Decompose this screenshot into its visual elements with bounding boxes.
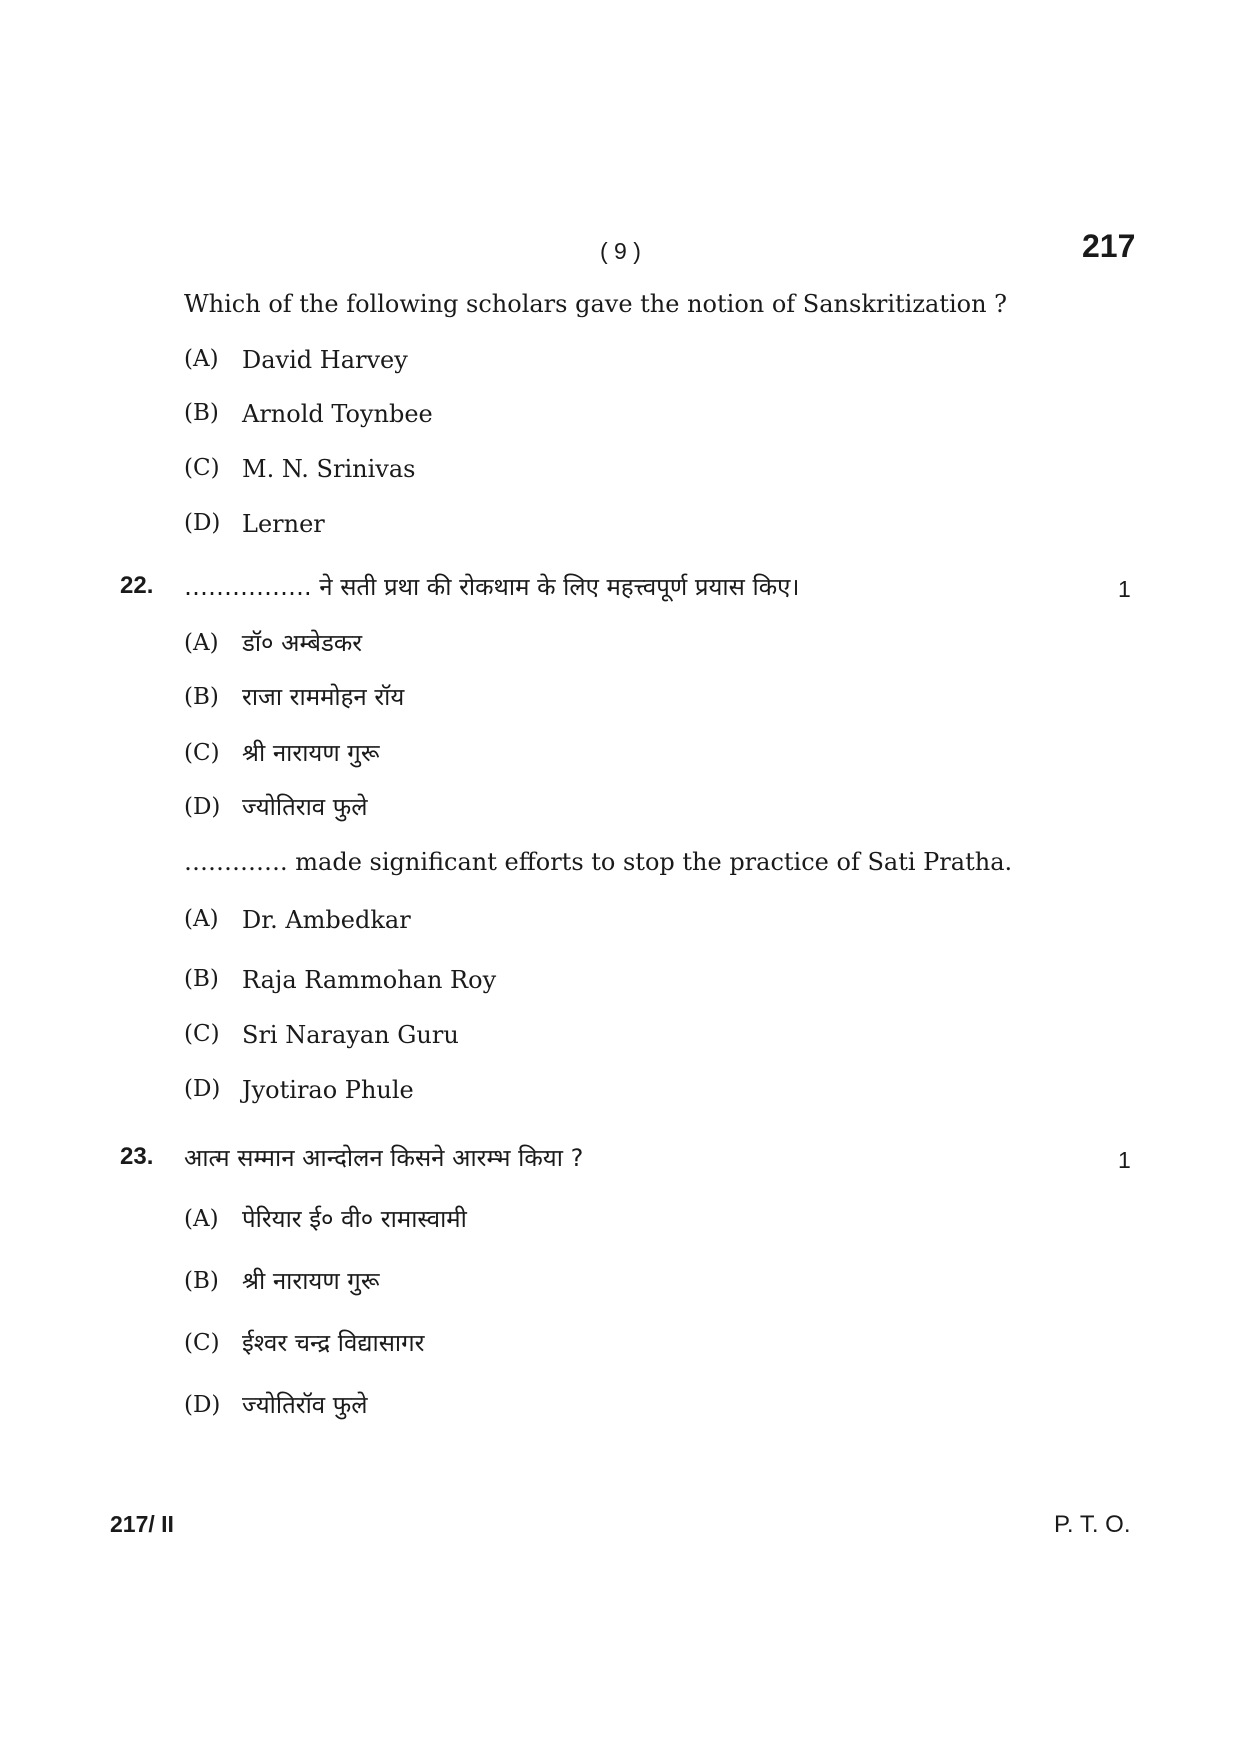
q22-en-option-d-text: Jyotirao Phule — [242, 1076, 414, 1104]
question-21-text: Which of the following scholars gave the notion of Sanskritization ? — [184, 290, 1008, 318]
q22-hi-option-c-text: श्री नारायण गुरू — [242, 739, 380, 767]
q21-option-d-letter: (D) — [184, 510, 221, 536]
page-number: ( 9 ) — [600, 238, 641, 264]
q22-hi-option-b-text: राजा राममोहन रॉय — [242, 683, 405, 711]
question-22-marks: 1 — [1118, 576, 1131, 602]
q22-hi-option-a-text: डॉ० अम्बेडकर — [242, 629, 363, 657]
q21-option-c-text: M. N. Srinivas — [242, 455, 416, 483]
q23-option-a-letter: (A) — [184, 1206, 219, 1232]
q22-en-option-c-letter: (C) — [184, 1021, 220, 1047]
footer-pto: P. T. O. — [1054, 1511, 1131, 1538]
q22-hi-option-a-letter: (A) — [184, 630, 219, 656]
question-22-english-text: …………. made significant efforts to stop the practice of Sati Pratha. — [184, 848, 1013, 876]
q21-option-c-letter: (C) — [184, 455, 220, 481]
question-22-number: 22. — [120, 572, 154, 599]
q22-en-option-b-text: Raja Rammohan Roy — [242, 966, 497, 994]
q21-option-a-letter: (A) — [184, 346, 219, 372]
q21-option-a-text: David Harvey — [242, 346, 408, 374]
q22-hi-option-d-letter: (D) — [184, 794, 221, 820]
q23-option-a-text: पेरियार ई० वी० रामास्वामी — [242, 1205, 467, 1233]
question-22-hindi-text: ……………. ने सती प्रथा की रोकथाम के लिए महत्त्वपूर्ण प्रयास किए। — [184, 573, 800, 601]
q22-hi-option-b-letter: (B) — [184, 684, 219, 710]
q21-option-b-letter: (B) — [184, 400, 219, 426]
q22-hi-option-d-text: ज्योतिराव फुले — [242, 793, 368, 821]
question-23-number: 23. — [120, 1143, 154, 1170]
question-23-marks: 1 — [1118, 1147, 1131, 1173]
q22-en-option-d-letter: (D) — [184, 1076, 221, 1102]
q21-option-b-text: Arnold Toynbee — [242, 400, 433, 428]
q22-en-option-b-letter: (B) — [184, 966, 219, 992]
q23-option-c-letter: (C) — [184, 1330, 220, 1356]
q23-option-b-letter: (B) — [184, 1268, 219, 1294]
q21-option-d-text: Lerner — [242, 510, 325, 538]
q22-hi-option-c-letter: (C) — [184, 740, 220, 766]
q22-en-option-c-text: Sri Narayan Guru — [242, 1021, 459, 1049]
q22-en-option-a-text: Dr. Ambedkar — [242, 906, 411, 934]
q23-option-d-letter: (D) — [184, 1392, 221, 1418]
q23-option-b-text: श्री नारायण गुरू — [242, 1267, 380, 1295]
q23-option-d-text: ज्योतिरॉव फुले — [242, 1391, 368, 1419]
footer-paper-code: 217/ II — [110, 1511, 174, 1537]
q23-option-c-text: ईश्वर चन्द्र विद्यासागर — [242, 1329, 425, 1357]
q22-en-option-a-letter: (A) — [184, 906, 219, 932]
question-23-hindi-text: आत्म सम्मान आन्दोलन किसने आरम्भ किया ? — [184, 1144, 584, 1172]
paper-code: 217 — [1082, 228, 1136, 264]
